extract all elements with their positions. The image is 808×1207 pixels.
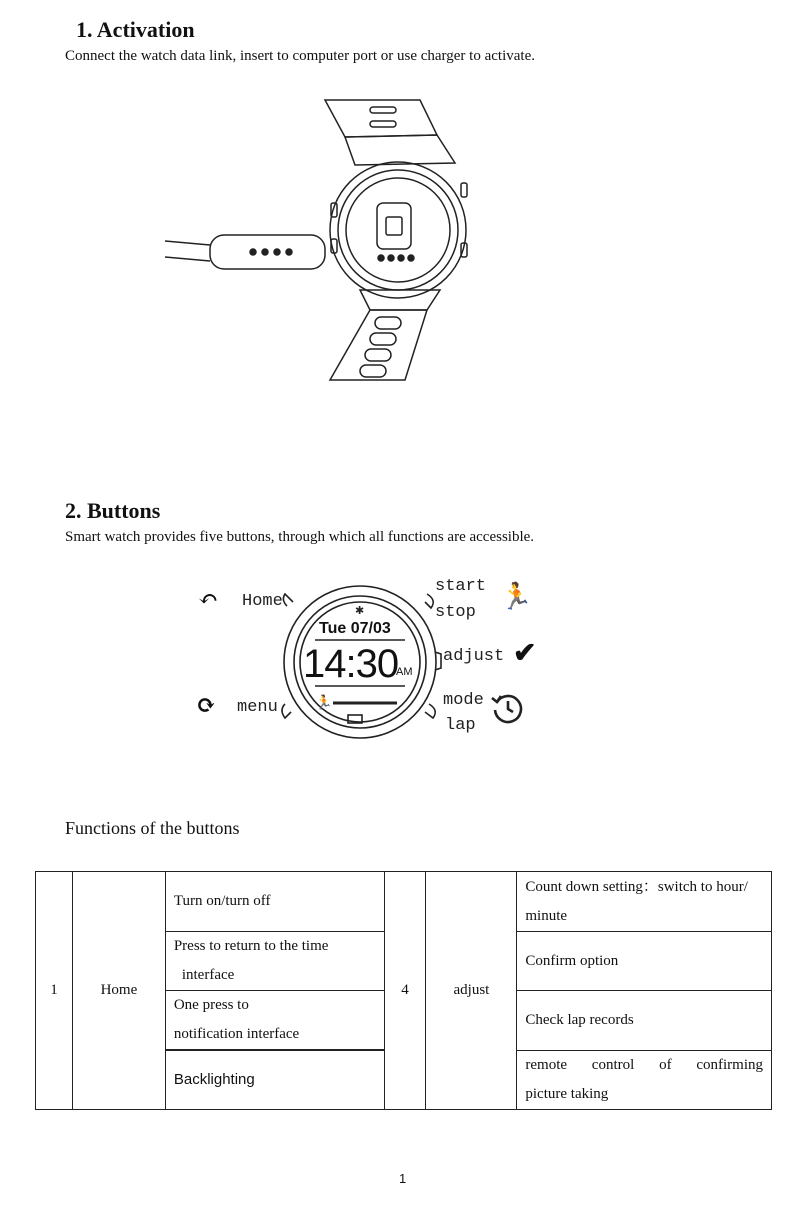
button-name-adjust: adjust — [426, 872, 517, 1110]
watch-case-outer — [330, 162, 466, 298]
heading-activation: 1. Activation — [76, 17, 195, 42]
screen-ampm: AM — [396, 666, 413, 678]
functions-title: Functions of the buttons — [65, 818, 240, 838]
sensor-window — [377, 203, 411, 249]
button-start — [425, 594, 433, 608]
screen-date: Tue 07/03 — [319, 620, 391, 637]
function-cell — [165, 991, 384, 1051]
bluetooth-icon: ✱ — [355, 604, 365, 617]
function-text: Check lap records — [525, 1011, 634, 1028]
button-lap — [425, 704, 435, 718]
strap-hole-4 — [360, 365, 386, 377]
label-start: start — [435, 577, 487, 596]
row-number-4: 4 — [384, 872, 426, 1110]
activation-text: Connect the watch data link, insert to computer port or use charger to activate. — [65, 48, 535, 64]
buttons-text: Smart watch provides five buttons, through which all functions are accessible. — [65, 529, 535, 545]
row-number-1: 1 — [36, 872, 73, 1110]
check-icon: ✔ — [513, 638, 537, 669]
screen-time: 14:30 — [303, 642, 399, 686]
button-home — [283, 594, 293, 606]
strap-hole-2 — [370, 333, 396, 345]
label-menu: menu — [237, 698, 278, 717]
function-text: interface — [181, 967, 235, 983]
watch-back-plate — [346, 178, 450, 282]
refresh-icon: ⟳ — [196, 693, 217, 719]
sensor-core — [386, 217, 402, 235]
function-text: picture taking — [525, 1085, 609, 1102]
upper-strap — [325, 100, 437, 137]
function-text: Confirm option — [525, 952, 619, 969]
strap-hole-1 — [375, 317, 401, 329]
function-text: Backlighting — [173, 1071, 255, 1089]
function-cell — [517, 1050, 772, 1109]
function-text: notification interface — [173, 1026, 300, 1042]
side-button-3 — [461, 183, 467, 197]
button-menu — [282, 704, 291, 718]
history-icon — [490, 690, 526, 726]
home-back-icon: ↶ — [198, 587, 219, 613]
function-text: minute — [525, 907, 568, 924]
function-text: One press to — [173, 997, 249, 1013]
function-text: remote control of confirming — [525, 1056, 763, 1073]
functions-table — [35, 871, 772, 1110]
charger-cable — [165, 241, 210, 261]
function-text: Count down setting：switch to hour/ — [525, 878, 748, 895]
label-stop: stop — [435, 603, 476, 622]
function-cell — [517, 991, 772, 1051]
heading-buttons: 2. Buttons — [65, 498, 161, 523]
function-cell — [165, 872, 384, 932]
strap-slot-2 — [370, 121, 396, 127]
function-text: Press to return to the time — [173, 938, 329, 954]
strap-hole-3 — [365, 349, 391, 361]
watch-case-inner — [338, 170, 458, 290]
label-mode: mode — [443, 691, 484, 710]
label-home: Home — [242, 592, 283, 611]
function-cell — [165, 932, 384, 991]
screen-runner-icon: 🏃 — [315, 695, 333, 711]
function-cell — [165, 1050, 384, 1109]
function-text: Turn on/turn off — [173, 893, 271, 909]
watch-charger-illustration — [165, 95, 475, 385]
strap-slot-1 — [370, 107, 396, 113]
function-cell — [517, 932, 772, 991]
label-adjust: adjust — [443, 647, 505, 666]
function-cell — [517, 872, 772, 932]
label-lap: lap — [445, 716, 476, 735]
runner-icon: 🏃 — [500, 582, 533, 611]
page-number: 1 — [399, 1171, 407, 1186]
button-name-home: Home — [72, 872, 165, 1110]
top-lugs — [345, 135, 455, 165]
